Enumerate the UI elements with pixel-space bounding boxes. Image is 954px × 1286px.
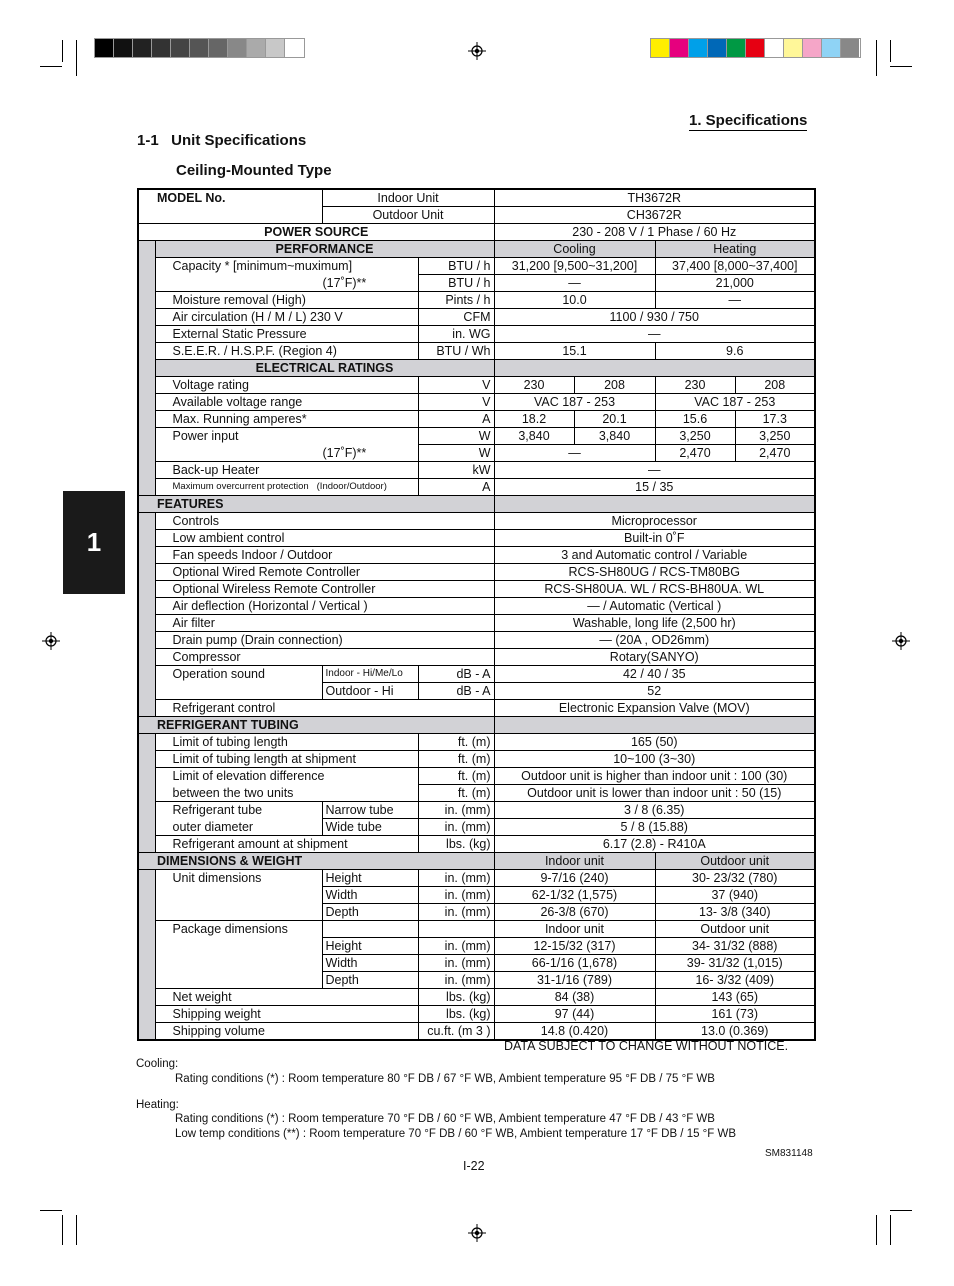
cooling-header: Cooling [494, 241, 655, 258]
table-row: Capacity * [minimum~muximum] BTU / h 31,200 [9,500~31,200] 37,400 [8,000~37,400] [138, 258, 815, 275]
heating-title: Heating: [136, 1099, 179, 1111]
page-number: I-22 [463, 1159, 485, 1173]
crop-mark [876, 1215, 877, 1245]
table-row: Operation sound Indoor - Hi/Me/Lo dB - A 42 / 40 / 35 [138, 666, 815, 683]
table-row [138, 717, 815, 734]
color-swatch [190, 39, 209, 57]
color-calibration-bar [651, 39, 860, 57]
color-swatch [114, 39, 133, 57]
table-row: Refrigerant amount at shipment lbs. (kg) 6.17 (2.8) - R410A [138, 836, 815, 853]
electrical-header: ELECTRICAL RATINGS [155, 360, 494, 377]
registration-mark-icon [892, 632, 910, 650]
table-row [138, 496, 815, 513]
crop-mark [890, 66, 912, 67]
color-swatch [803, 39, 822, 57]
table-row: Back-up Heater kW — [138, 462, 815, 479]
table-row: (17˚F)** W — 2,470 2,470 [138, 445, 815, 462]
crop-mark [890, 1215, 891, 1245]
table-row: Limit of elevation difference ft. (m) Outdoor unit is higher than indoor unit : 100 (30) [138, 768, 815, 785]
table-row [138, 853, 815, 870]
color-swatch [285, 39, 304, 57]
table-row [138, 360, 815, 377]
color-swatch [133, 39, 152, 57]
cooling-title: Cooling: [136, 1058, 179, 1070]
table-row: Refrigerant tube Narrow tube in. (mm) 3 / 8 (6.35) [138, 802, 815, 819]
table-row: Air deflection (Horizontal / Vertical ) — / Automatic (Vertical ) [138, 598, 815, 615]
features-header: FEATURES [138, 496, 494, 513]
registration-mark-icon [42, 632, 60, 650]
table-row: Outdoor - Hi dB - A 52 [138, 683, 815, 700]
table-row: Depth in. (mm) 31-1/16 (789) 16- 3/32 (409) [138, 972, 815, 989]
table-row: Controls Microprocessor [138, 513, 815, 530]
table-row: Available voltage range V VAC 187 - 253 VAC 187 - 253 [138, 394, 815, 411]
crop-mark [40, 1210, 62, 1211]
table-row: Width in. (mm) 62-1/32 (1,575) 37 (940) [138, 887, 815, 904]
table-row: between the two units ft. (m) Outdoor unit is lower than indoor unit : 50 (15) [138, 785, 815, 802]
table-row: Height in. (mm) 12-15/32 (317) 34- 31/32 (888) [138, 938, 815, 955]
table-row: Refrigerant control Electronic Expansion Valve (MOV) [138, 700, 815, 717]
table-row [138, 224, 815, 241]
table-row: Moisture removal (High) Pints / h 10.0 — [138, 292, 815, 309]
crop-mark [876, 40, 877, 76]
color-swatch [228, 39, 247, 57]
table-row: Fan speeds Indoor / Outdoor 3 and Automatic control / Variable [138, 547, 815, 564]
table-row: Depth in. (mm) 26-3/8 (670) 13- 3/8 (340) [138, 904, 815, 921]
table-row: Net weight lbs. (kg) 84 (38) 143 (65) [138, 989, 815, 1006]
specifications-table [137, 188, 816, 1041]
table-row: Air filter Washable, long life (2,500 hr) [138, 615, 815, 632]
table-row: (17˚F)** BTU / h — 21,000 [138, 275, 815, 292]
document-id: SM831148 [765, 1148, 813, 1159]
color-swatch [651, 39, 670, 57]
table-row: Package dimensions Indoor unit Outdoor unit [138, 921, 815, 938]
crop-mark [76, 40, 77, 76]
color-swatch [841, 39, 860, 57]
table-row: Air circulation (H / M / L) 230 V CFM 1100 / 930 / 750 [138, 309, 815, 326]
table-row: Limit of tubing length at shipment ft. (m) 10~100 (3~30) [138, 751, 815, 768]
unit-type-title: Ceiling-Mounted Type [176, 162, 332, 179]
color-swatch [152, 39, 171, 57]
crop-mark [40, 66, 62, 67]
tubing-header: REFRIGERANT TUBING [138, 717, 494, 734]
outdoor-unit-header: Outdoor unit [655, 853, 815, 870]
table-row: Limit of tubing length ft. (m) 165 (50) [138, 734, 815, 751]
registration-mark-icon [468, 1224, 486, 1242]
gray-scale-bar [95, 39, 304, 57]
color-swatch [765, 39, 784, 57]
color-swatch [727, 39, 746, 57]
indoor-unit-label: Indoor Unit [322, 189, 494, 207]
table-row: Unit dimensions Height in. (mm) 9-7/16 (240) 30- 23/32 (780) [138, 870, 815, 887]
color-swatch [746, 39, 765, 57]
table-row [138, 207, 815, 224]
color-swatch [708, 39, 727, 57]
crop-mark [76, 1215, 77, 1245]
crop-mark [890, 1210, 912, 1211]
registration-mark-icon [468, 42, 486, 60]
table-row: Max. Running amperes* A 18.2 20.1 15.6 17.3 [138, 411, 815, 428]
color-swatch [784, 39, 803, 57]
table-row: Optional Wireless Remote Controller RCS-SH80UA. WL / RCS-BH80UA. WL [138, 581, 815, 598]
power-source-label: POWER SOURCE [138, 224, 494, 241]
color-swatch [209, 39, 228, 57]
indoor-model: TH3672R [494, 189, 815, 207]
disclaimer: DATA SUBJECT TO CHANGE WITHOUT NOTICE. [504, 1039, 789, 1053]
table-row: Maximum overcurrent protection (Indoor/Outdoor) A 15 / 35 [138, 479, 815, 496]
table-row [138, 241, 815, 258]
table-row: Voltage rating V 230 208 230 208 [138, 377, 815, 394]
heating-low-temp: Low temp conditions (**) : Room temperature 70 °F DB / 60 °F WB, Ambient temperature 17 °F DB / 15 °F WB [175, 1128, 737, 1140]
heating-rating: Rating conditions (*) : Room temperature 70 °F DB / 60 °F WB, Ambient temperature 47 °F DB / 43 °F WB [175, 1113, 715, 1125]
outdoor-model: CH3672R [494, 207, 815, 224]
subsection-title: 1-1 Unit Specifications [137, 132, 307, 149]
table-row: Low ambient control Built-in 0˚F [138, 530, 815, 547]
section-header: 1. Specifications [689, 112, 808, 129]
table-row: Shipping volume cu.ft. (m 3 ) 14.8 (0.420) 13.0 (0.369) [138, 1023, 815, 1041]
table-row: Width in. (mm) 66-1/16 (1,678) 39- 31/32 (1,015) [138, 955, 815, 972]
table-row [138, 189, 815, 207]
dimensions-header: DIMENSIONS & WEIGHT [138, 853, 494, 870]
power-source-value: 230 - 208 V / 1 Phase / 60 Hz [494, 224, 815, 241]
indoor-unit-header: Indoor unit [494, 853, 655, 870]
table-row: External Static Pressure in. WG — [138, 326, 815, 343]
performance-header: PERFORMANCE [155, 241, 494, 258]
color-swatch [689, 39, 708, 57]
crop-mark [62, 1215, 63, 1245]
table-row: Compressor Rotary(SANYO) [138, 649, 815, 666]
table-row: outer diameter Wide tube in. (mm) 5 / 8 (15.88) [138, 819, 815, 836]
color-swatch [266, 39, 285, 57]
model-label: MODEL No. [138, 189, 322, 207]
color-swatch [670, 39, 689, 57]
outdoor-unit-label: Outdoor Unit [322, 207, 494, 224]
table-row: Power input W 3,840 3,840 3,250 3,250 [138, 428, 815, 445]
color-swatch [171, 39, 190, 57]
table-row: Drain pump (Drain connection) — (20A , OD26mm) [138, 632, 815, 649]
color-swatch [95, 39, 114, 57]
chapter-tab: 1 [63, 491, 125, 594]
color-swatch [822, 39, 841, 57]
crop-mark [62, 40, 63, 62]
cooling-rating: Rating conditions (*) : Room temperature 80 °F DB / 67 °F WB, Ambient temperature 95 °F DB / 75 °F WB [175, 1073, 715, 1085]
table-row: S.E.E.R. / H.S.P.F. (Region 4) BTU / Wh 15.1 9.6 [138, 343, 815, 360]
table-row: Optional Wired Remote Controller RCS-SH80UG / RCS-TM80BG [138, 564, 815, 581]
heating-header: Heating [655, 241, 815, 258]
color-swatch [247, 39, 266, 57]
table-row: Shipping weight lbs. (kg) 97 (44) 161 (73) [138, 1006, 815, 1023]
crop-mark [890, 40, 891, 62]
